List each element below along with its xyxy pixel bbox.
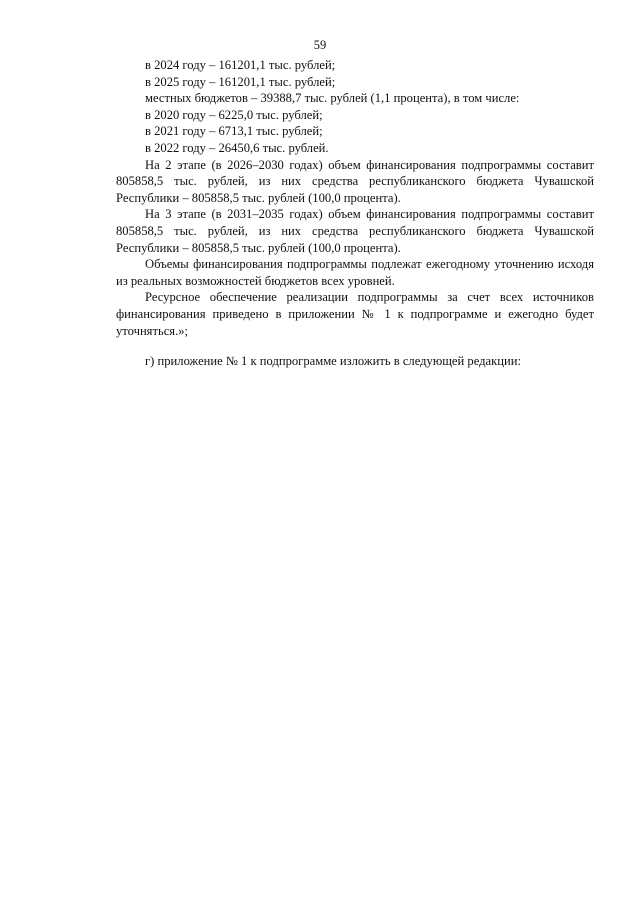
- funding-line-2024: в 2024 году – 161201,1 тыс. рублей;: [145, 58, 336, 72]
- local-budgets-line: местных бюджетов – 39388,7 тыс. рублей (1,1 процента), в том числе:: [145, 91, 520, 106]
- funding-line-2025: в 2025 году – 161201,1 тыс. рублей;: [145, 74, 336, 89]
- local-line-2022: в 2022 году – 26450,6 тыс. рублей.: [145, 140, 329, 155]
- funding-volumes-paragraph: Объемы финансирования подпрограммы подлежат ежегодному уточнению исходя из реальных возможностей бюджетов всех уровней.: [116, 257, 594, 288]
- appendix-instruction-paragraph: г) приложение № 1 к подпрограмме изложить в следующей редакции:: [145, 354, 521, 369]
- document-body: [116, 57, 594, 370]
- local-line-2020: в 2020 году – 6225,0 тыс. рублей;: [145, 107, 323, 122]
- stage-2-paragraph: На 2 этапе (в 2026–2030 годах) объем финансирования подпрограммы составит 805858,5 тыс. рублей, из них средства республиканского бюджета Чувашской Республики – 805858,5 тыс. рублей (100,0 процента).: [116, 157, 594, 205]
- local-line-2021: в 2021 году – 6713,1 тыс. рублей;: [145, 124, 323, 139]
- resource-support-paragraph: Ресурсное обеспечение реализации подпрограммы за счет всех источников финансирования приведено в приложении № 1 к подпрограмме и ежегодно будет уточняться.»;: [116, 290, 594, 338]
- paragraph-spacer: [116, 339, 594, 353]
- stage-3-paragraph: На 3 этапе (в 2031–2035 годах) объем финансирования подпрограммы составит 805858,5 тыс. рублей, из них средства республиканского бюджета Чувашской Республики – 805858,5 тыс. рублей (100,0 процента).: [116, 207, 594, 255]
- page-number: 59: [313, 38, 327, 52]
